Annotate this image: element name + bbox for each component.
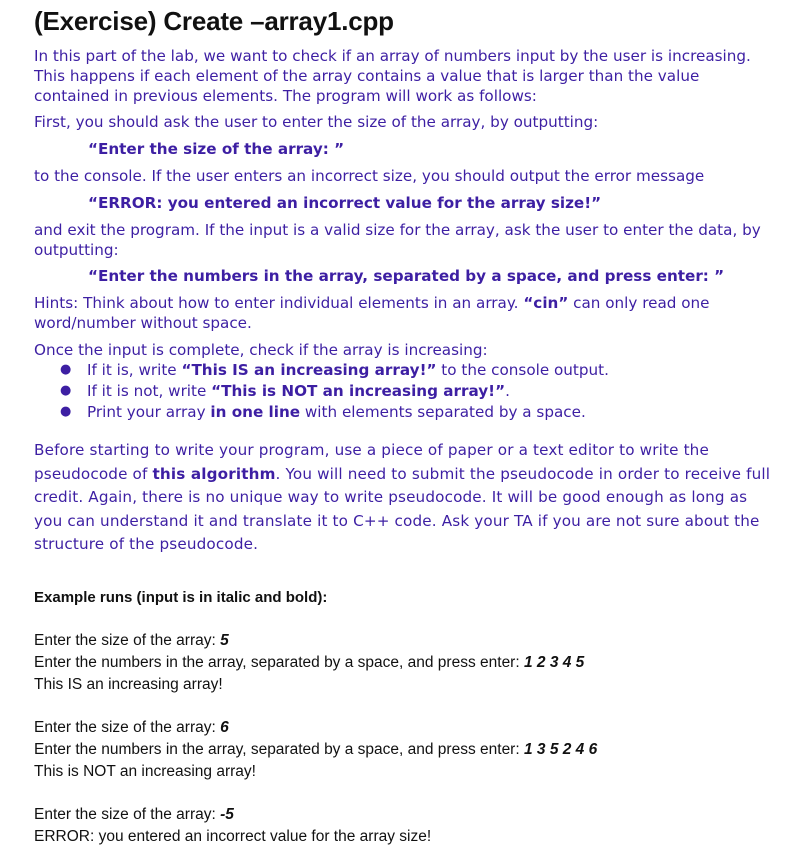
bullet-bold-text: “This IS an increasing array!” <box>181 361 437 379</box>
pseudo-bold: this algorithm <box>152 464 276 483</box>
hints-cin: “cin” <box>523 294 569 312</box>
run3-result-line: ERROR: you entered an incorrect value for the array size! <box>34 828 432 845</box>
hints-pre: Hints: Think about how to enter individual elements in an array. <box>34 294 524 312</box>
page-title: (Exercise) Create –array1.cpp <box>34 6 394 36</box>
step1-paragraph: First, you should ask the user to enter the size of the array, by outputting: <box>34 113 599 131</box>
numbers-label: Enter the numbers in the array, separated by a space, and press enter: <box>34 741 524 758</box>
run1-size-line <box>34 632 229 650</box>
run1-numbers-line <box>34 654 584 672</box>
bullet-dot-icon: ● <box>60 362 72 377</box>
once-paragraph: Once the input is complete, check if the array is increasing: <box>34 341 488 359</box>
requirements-list <box>60 360 609 423</box>
run2-result-line: This is NOT an increasing array! <box>34 763 256 780</box>
exit-paragraph: and exit the program. If the input is a valid size for the array, ask the user to enter the data, by outputting: <box>34 221 761 259</box>
numbers-input: 1 3 5 2 4 6 <box>523 741 598 758</box>
to-console-paragraph: to the console. If the user enters an incorrect size, you should output the error message <box>34 167 705 185</box>
error-message-text: “ERROR: you entered an incorrect value for the array size!” <box>88 194 602 212</box>
run1-result-line: This IS an increasing array! <box>34 676 223 693</box>
intro-paragraph: In this part of the lab, we want to check if an array of numbers input by the user is increasing. This happens if each element of the array contains a value that is larger than the value contained in previous elements. The program will work as follows: <box>34 47 751 105</box>
bullet-text: If it is not, write <box>87 382 212 400</box>
pseudo-pre: Before starting to write your program, use a piece of paper or a text editor to write the pseudocode of <box>34 441 709 483</box>
numbers-label: Enter the numbers in the array, separated by a space, and press enter: <box>34 654 524 671</box>
list-item <box>60 360 609 381</box>
bullet-text: . <box>505 382 510 400</box>
size-label: Enter the size of the array: <box>34 632 221 649</box>
prompt-numbers-text: “Enter the numbers in the array, separated by a space, and press enter: ” <box>88 267 725 285</box>
bullet-dot-icon: ● <box>60 404 72 419</box>
bullet-bold-text: in one line <box>210 403 301 421</box>
numbers-input: 1 2 3 4 5 <box>523 654 585 671</box>
hints-post: can only read one word/number without space. <box>34 294 710 332</box>
bullet-text: If it is, write <box>87 361 182 379</box>
bullet-bold-text: “This is NOT an increasing array!” <box>211 382 506 400</box>
pseudo-post: . You will need to submit the pseudocode in order to receive full credit. Again, there is no unique way to write pseudocode. It will be good enough as long as you can understand it and translate it to C++ code. Ask your TA if you are not sure about the structure of the pseudocode. <box>34 464 771 553</box>
bullet-dot-icon: ● <box>60 383 72 398</box>
prompt-size-text: “Enter the size of the array: ” <box>88 140 345 158</box>
list-item <box>60 381 609 402</box>
list-item <box>60 402 609 423</box>
hints-paragraph <box>34 293 779 333</box>
run2-size-line <box>34 719 229 737</box>
bullet-text: to the console output. <box>436 361 609 379</box>
examples-heading: Example runs (input is in italic and bold): <box>34 589 328 606</box>
size-input: 6 <box>220 719 229 736</box>
pseudocode-paragraph <box>34 439 779 557</box>
run3-size-line <box>34 806 234 824</box>
run2-numbers-line <box>34 741 597 759</box>
size-label: Enter the size of the array: <box>34 719 221 736</box>
size-label: Enter the size of the array: <box>34 806 221 823</box>
size-input: 5 <box>220 632 229 649</box>
size-input: -5 <box>220 806 234 823</box>
bullet-text: Print your array <box>87 403 211 421</box>
bullet-text: with elements separated by a space. <box>300 403 586 421</box>
